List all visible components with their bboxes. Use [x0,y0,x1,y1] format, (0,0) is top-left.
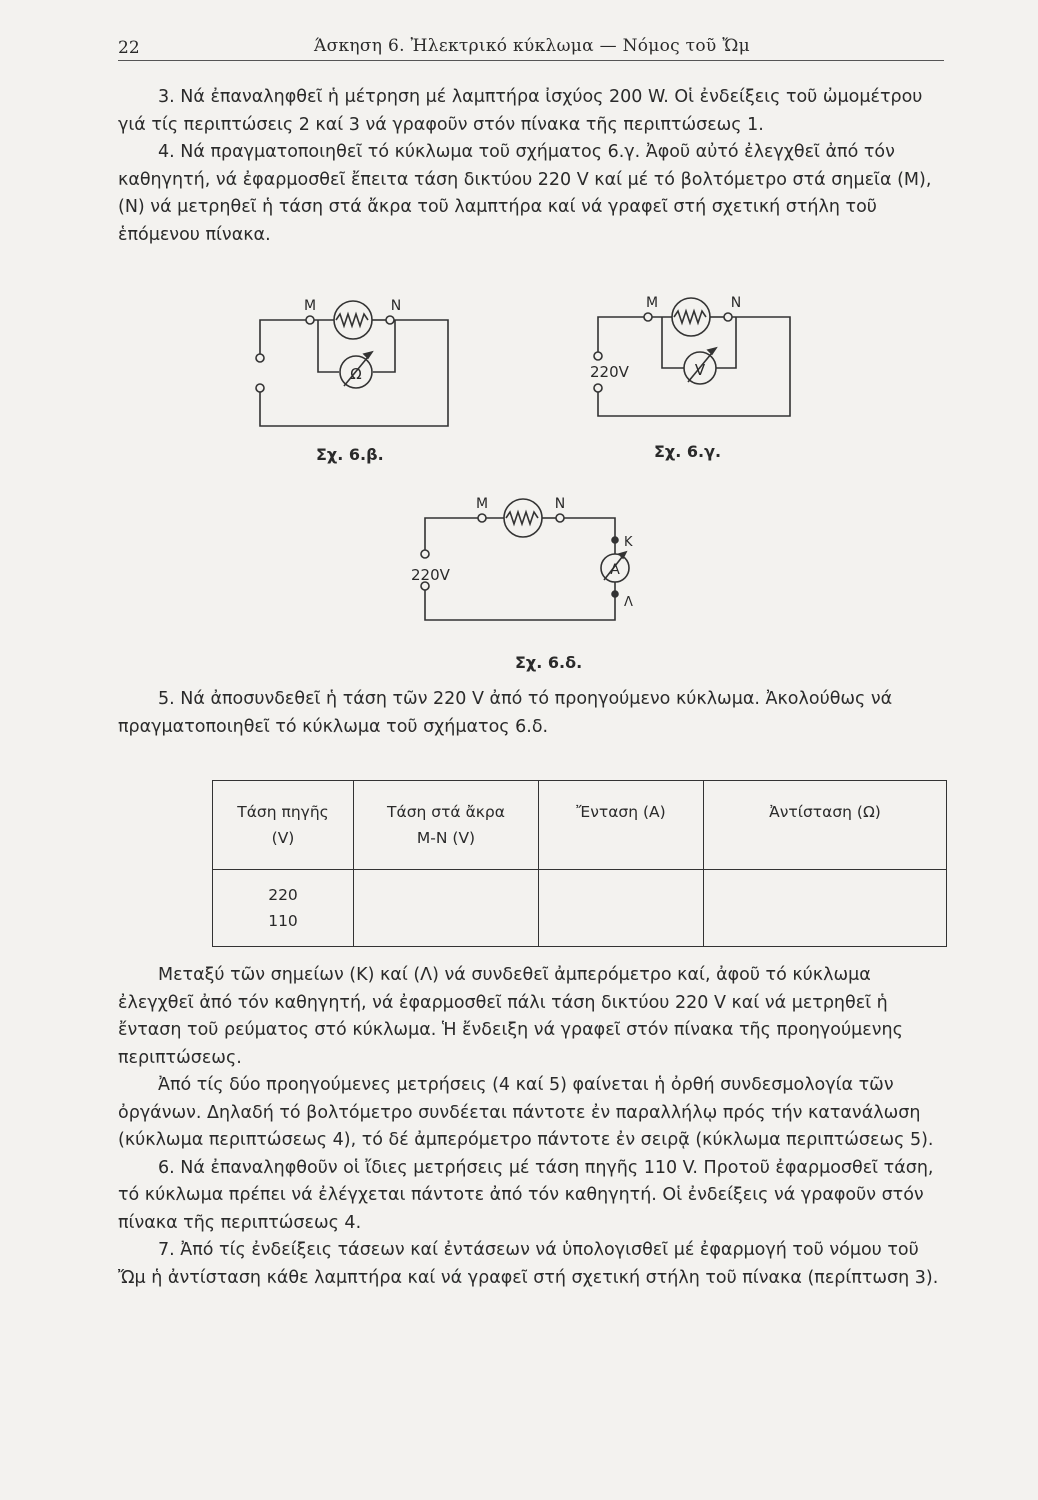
cell-current [539,870,704,947]
ammeter-label: A [610,562,620,578]
node-m [644,313,652,321]
label-m: M [303,298,317,314]
lamp-symbol [504,499,542,537]
paragraph-connection: Ἀπό τίς δύο προηγούμενες μετρήσεις (4 καί 5) φαίνεται ἡ ὀρθή συνδεσμολογία τῶν ὀργάνων. Δηλαδή τό βολτόμετρο συνδέεται πάντοτε ἐν παραλλήλῳ πρός τήν κατανάλωση (κύκλωμα περιπτώσεως 4), τό δέ ἀμπερόμετρο πάντοτε ἐν σειρᾷ (κύκλωμα περιπτώσεως 5). [118,1075,934,1150]
voltmeter-label: V [694,361,706,379]
terminal-1 [256,354,264,362]
header-resistance: Ἀντίσταση (Ω) [704,781,947,870]
body-section [118,962,944,1292]
terminal-1 [594,352,602,360]
item-7: 7. Ἀπό τίς ἐνδείξεις τάσεων καί ἐντάσεων νά ὑπολογισθεῖ μέ ἐφαρμογή τοῦ νόμου τοῦ Ὤμ ἡ ἀντίσταση κάθε λαμπτήρα καί νά γραφεῖ στή σχετική στήλη τοῦ πίνακα (περίπτωση 3). [118,1240,939,1288]
node-n [386,316,394,324]
terminal-2 [594,384,602,392]
running-title: Άσκηση 6. Ἠλεκτρικό κύκλωμα — Νόμος τοῦ Ὤμ [314,36,750,56]
page-number: 22 [118,38,140,58]
label-k: K [624,535,633,550]
table-header-row [213,781,947,870]
header-mn-voltage: Τάση στά ἄκρα Μ-Ν (V) [354,781,539,870]
cell-resistance [704,870,947,947]
source-label: 220V [590,363,629,381]
intro-section [118,84,944,249]
label-m: M [475,496,489,512]
figure-6d-circuit [410,490,633,640]
header-current: Ἔνταση (A) [539,781,704,870]
item-5: 5. Νά ἀποσυνδεθεῖ ἡ τάση τῶν 220 V ἀπό τό προηγούμενο κύκλωμα. Ἀκολούθως νά πραγματοποιηθεῖ τό κύκλωμα τοῦ σχήματος 6.δ. [118,689,893,737]
paragraph-ammeter: Μεταξύ τῶν σημείων (Κ) καί (Λ) νά συνδεθεῖ ἀμπερόμετρο καί, ἀφοῦ τό κύκλωμα ἐλεγχθεῖ ἀπό τόν καθηγητή, νά ἐφαρμοσθεῖ πάλι τάση δικτύου 220 V καί νά μετρηθεῖ ἡ ἔνταση τοῦ ρεύματος στό κύκλωμα. Ἡ ἔνδειξη νά γραφεῖ στόν πίνακα τῆς προηγούμενης περιπτώσεως. [118,965,903,1068]
header-source-voltage: Τάση πηγῆς (V) [213,781,354,870]
terminal-1 [421,550,429,558]
figure-6g-circuit [588,290,808,440]
node-n [556,514,564,522]
label-n: N [730,295,742,311]
terminal-2 [256,384,264,392]
caption-6d: Σχ. 6.δ. [515,653,583,672]
caption-6g: Σχ. 6.γ. [654,442,722,461]
table-row [213,870,947,947]
label-l: Λ [624,595,633,610]
label-m: M [645,295,659,311]
node-m [478,514,486,522]
label-n: N [390,298,402,314]
caption-6b: Σχ. 6.β. [316,445,384,464]
node-m [306,316,314,324]
source-label: 220V [411,566,450,584]
item-4: 4. Νά πραγματοποιηθεῖ τό κύκλωμα τοῦ σχήματος 6.γ. Ἀφοῦ αὐτό ἐλεγχθεῖ ἀπό τόν καθηγητή, νά ἐφαρμοσθεῖ ἔπειτα τάση δικτύου 220 V καί μέ τό βολτόμετρο στά σημεῖα (Μ), (Ν) νά μετρηθεῖ ἡ τάση στά ἄκρα τοῦ λαμπτήρα καί νά γραφεῖ στή σχετική στήλη τοῦ ἑπόμενου πίνακα. [118,142,932,245]
cell-mn-voltage [354,870,539,947]
item-3: 3. Νά ἐπαναληφθεῖ ἡ μέτρηση μέ λαμπτήρα ἰσχύος 200 W. Οἱ ἐνδείξεις τοῦ ὠμομέτρου γιά τίς περιπτώσεις 2 καί 3 νά γραφοῦν στόν πίνακα τῆς περιπτώσεως 1. [118,87,923,135]
figure-6b-circuit [250,290,470,440]
ohmmeter-label: Ω [350,365,362,383]
lamp-symbol [334,301,372,339]
lamp-symbol [672,298,710,336]
page-header [118,36,944,61]
measurement-table [212,780,947,947]
item-6: 6. Νά ἐπαναληφθοῦν οἱ ἴδιες μετρήσεις μέ τάση πηγῆς 110 V. Προτοῦ ἐφαρμοσθεῖ τάση, τό κύκλωμα πρέπει νά ἐλέγχεται πάντοτε ἀπό τόν καθηγητή. Οἱ ἐνδείξεις νά γραφοῦν στόν πίνακα τῆς περιπτώσεως 4. [118,1157,934,1233]
node-n [724,313,732,321]
label-n: N [554,496,566,512]
cell-source-values: 220 110 [213,870,354,947]
